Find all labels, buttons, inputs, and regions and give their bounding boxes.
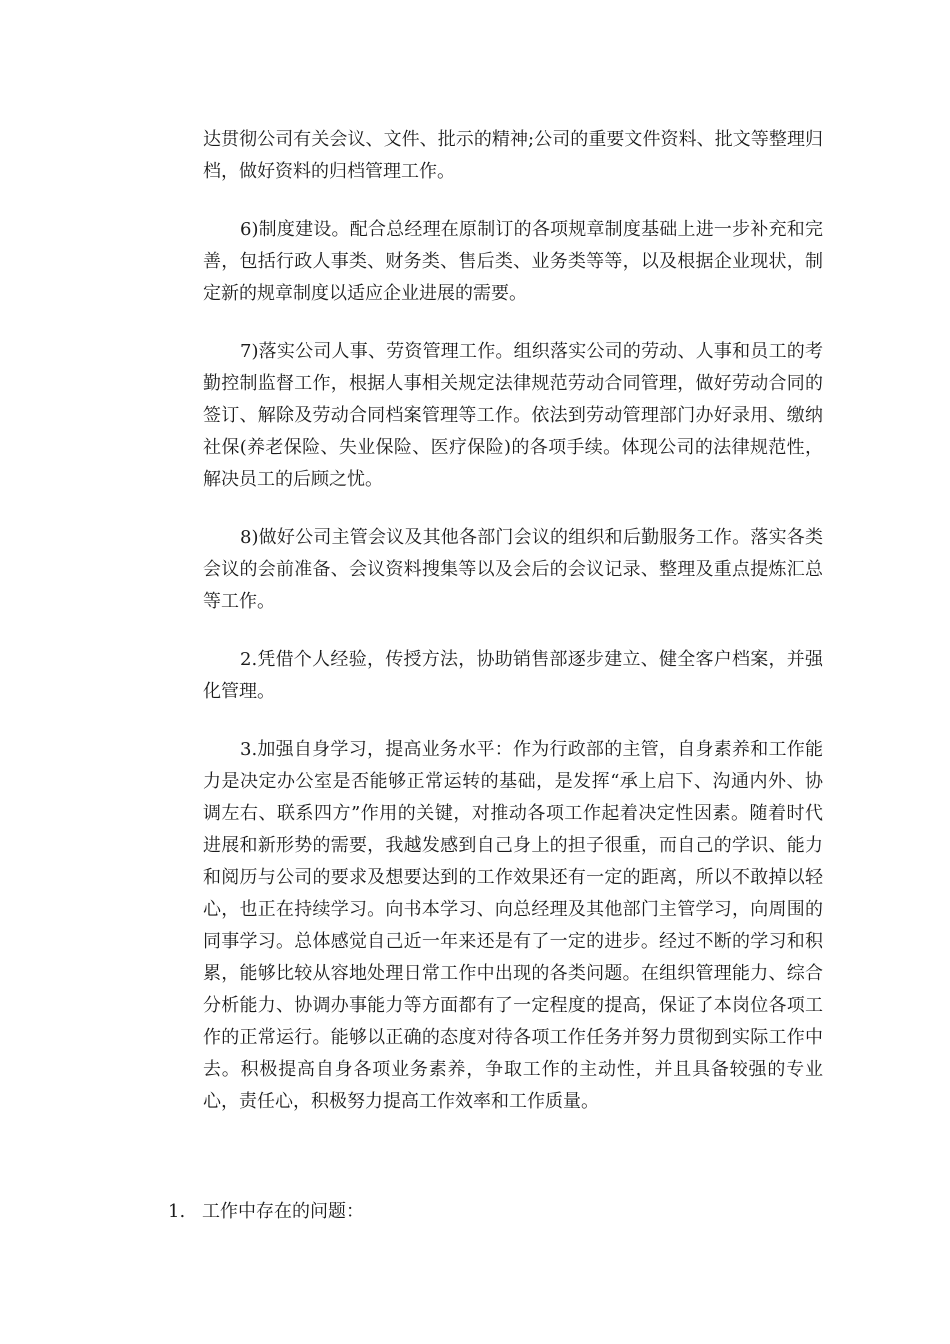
list-item-text: 工作中存在的问题： [202,1201,364,1222]
paragraph-customer-files: 2.凭借个人经验，传授方法，协助销售部逐步建立、健全客户档案，并强化管理。 [203,649,823,702]
list-item-number: 1. [168,1201,186,1222]
document-body [203,124,823,1144]
list-item-problems [168,1196,364,1228]
paragraph-meeting-organization: 8)做好公司主管会议及其他各部门会议的组织和后勤服务工作。落实各类会议的会前准备、会议资料搜集等以及会后的会议记录、整理及重点提炼汇总等工作。 [203,527,823,612]
paragraph-continuation: 达贯彻公司有关会议、文件、批示的精神;公司的重要文件资料、批文等整理归档，做好资料的归档管理工作。 [203,129,823,182]
paragraph-personnel-management: 7)落实公司人事、劳资管理工作。组织落实公司的劳动、人事和员工的考勤控制监督工作，根据人事相关规定法律规范劳动合同管理，做好劳动合同的签订、解除及劳动合同档案管理等工作。依法到劳动管理部门办好录用、缴纳社保(养老保险、失业保险、医疗保险)的各项手续。体现公司的法律规范性，解决员工的后顾之忧。 [203,341,823,490]
paragraph-self-learning: 3.加强自身学习，提高业务水平：作为行政部的主管，自身素养和工作能力是决定办公室是否能够正常运转的基础，是发挥“承上启下、沟通内外、协调左右、联系四方”作用的关键，对推动各项工作起着决定性因素。随着时代进展和新形势的需要，我越发感到自己身上的担子很重，而自己的学识、能力和阅历与公司的要求及想要达到的工作效果还有一定的距离，所以不敢掉以轻心，也正在持续学习。向书本学习、向总经理及其他部门主管学习，向周围的同事学习。总体感觉自己近一年来还是有了一定的进步。经过不断的学习和积累，能够比较从容地处理日常工作中出现的各类问题。在组织管理能力、综合分析能力、协调办事能力等方面都有了一定程度的提高，保证了本岗位各项工作的正常运行。能够以正确的态度对待各项工作任务并努力贯彻到实际工作中去。积极提高自身各项业务素养，争取工作的主动性，并且具备较强的专业心，责任心，积极努力提高工作效率和工作质量。 [203,739,823,1112]
paragraph-system-building: 6)制度建设。配合总经理在原制订的各项规章制度基础上进一步补充和完善，包括行政人事类、财务类、售后类、业务类等等，以及根据企业现状，制定新的规章制度以适应企业进展的需要。 [203,219,823,304]
